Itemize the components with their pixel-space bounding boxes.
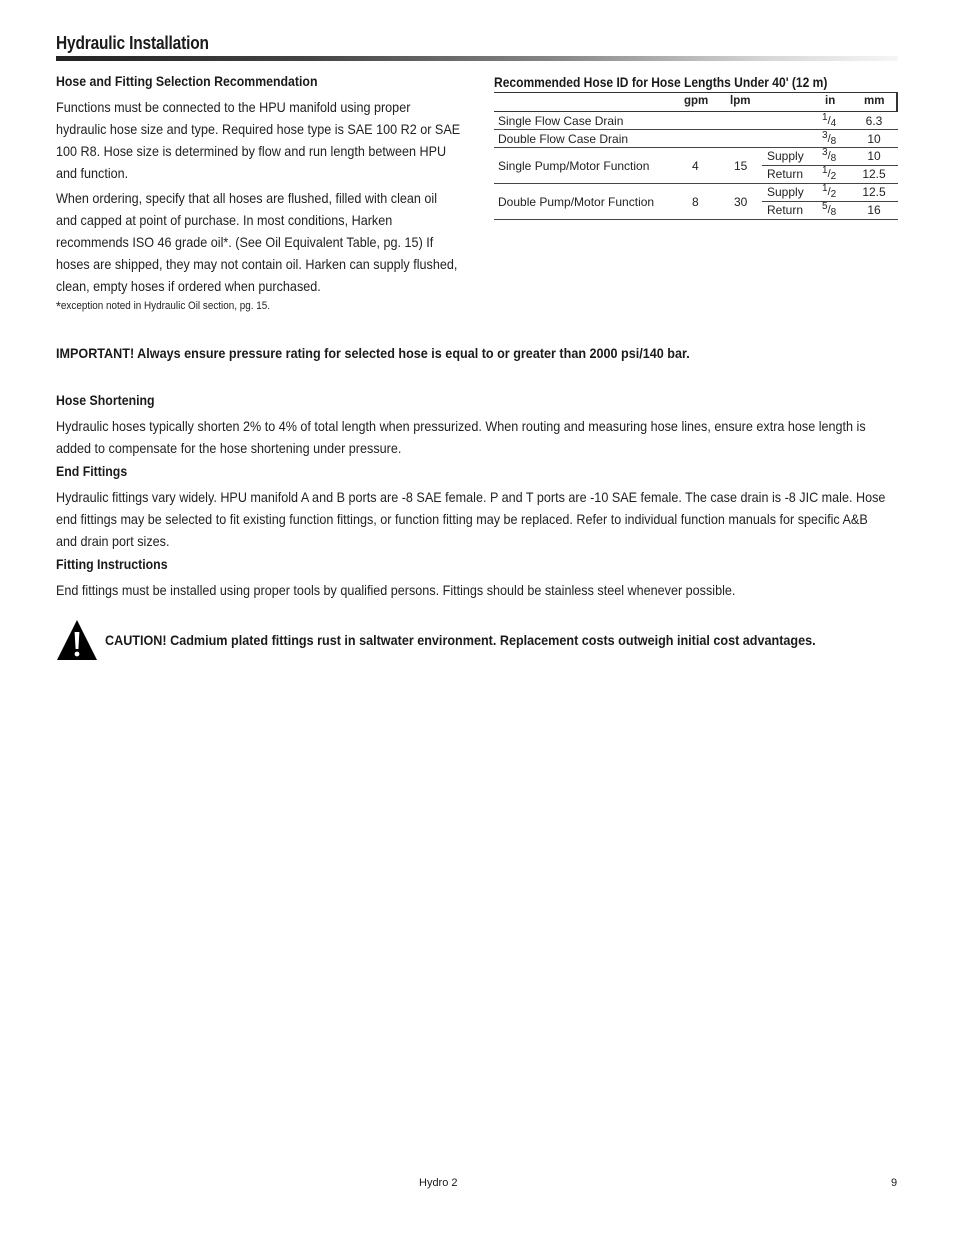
hose-table-header [494, 92, 898, 112]
table-row-group [494, 148, 898, 184]
header-mm: mm [864, 95, 885, 107]
end-fittings-heading: End Fittings [56, 463, 128, 479]
fitting-instructions-text: End fittings must be installed using proper tools by qualified persons. Fittings should be stainless steel whenever possible. [56, 582, 736, 598]
row-line-type: Supply [767, 149, 804, 163]
row-lpm: 15 [734, 159, 748, 173]
hose-id-fraction: $^1/_2$ [822, 183, 837, 200]
end-fittings-text: Hydraulic fittings vary widely. HPU manifold A and B ports are -8 SAE female. P and T ports are -10 SAE female. The case drain is -8 JIC male. Hose end fittings may be selected to fit existing function fittings, or function fitting may be replaced. Refer to individual function manuals for specific A&B and drain port sizes. [56, 489, 886, 549]
row-line-type: Return [767, 203, 804, 217]
row-label: Double Pump/Motor Function [498, 195, 655, 209]
row-gpm: 8 [692, 195, 699, 209]
row-label: Single Flow Case Drain [498, 114, 624, 128]
footer-page-number: 9 [891, 1177, 898, 1189]
row-mm: 16 [867, 203, 881, 217]
hose-id-fraction: $^3/_8$ [822, 147, 837, 164]
hose-selection-para-2: When ordering, specify that all hoses are flushed, filled with clean oil and capped at point of purchase. In most conditions, Harken recommends ISO 46 grade oil*. (See Oil Equivalent Table, pg. 15) If hoses are shipped, they may not contain oil. Harken can supply flushed, clean, empty hoses if ordered when purchased. [56, 190, 458, 294]
footnote-mark: * [56, 298, 61, 314]
page-title: Hydraulic Installation [56, 33, 209, 53]
important-notice: IMPORTANT! Always ensure pressure rating for selected hose is equal to or greater than 2000 psi/140 bar. [56, 345, 690, 361]
row-mm: 12.5 [862, 167, 886, 181]
caution-notice: CAUTION! Cadmium plated fittings rust in saltwater environment. Replacement costs outweigh initial cost advantages. [105, 632, 816, 648]
footnote-text: exception noted in Hydraulic Oil section, pg. 15. [60, 300, 271, 312]
table-row [494, 130, 898, 148]
hose-selection-heading: Hose and Fitting Selection Recommendation [56, 73, 318, 89]
hose-shortening-text: Hydraulic hoses typically shorten 2% to 4% of total length when pressurized. When routing and measuring hose lines, ensure extra hose length is added to compensate for the hose shortening under pressure. [56, 418, 866, 456]
hose-selection-para-1: Functions must be connected to the HPU manifold using proper hydraulic hose size and type. Required hose type is SAE 100 R2 or SAE 100 R8. Hose size is determined by flow and run length between HPU and function. [56, 99, 461, 181]
row-label: Single Pump/Motor Function [498, 159, 650, 173]
hose-table-title: Recommended Hose ID for Hose Lengths Under 40' (12 m) [494, 74, 828, 90]
warning-triangle-icon [56, 619, 98, 661]
table-row-group [494, 184, 898, 220]
hose-shortening-heading: Hose Shortening [56, 392, 155, 408]
table-row [494, 112, 898, 130]
row-mm: 12.5 [862, 185, 886, 199]
hose-id-fraction: $^3/_8$ [822, 130, 837, 147]
hose-id-fraction: $^1/_2$ [822, 165, 837, 182]
title-divider [56, 56, 898, 61]
footer-product: Hydro 2 [419, 1177, 458, 1189]
hose-table-body [494, 112, 898, 220]
row-line-type: Supply [767, 185, 804, 199]
row-lpm: 30 [734, 195, 748, 209]
row-gpm: 4 [692, 159, 699, 173]
header-gpm: gpm [684, 95, 709, 107]
row-mm: 6.3 [865, 114, 883, 128]
hose-id-fraction: $^5/_8$ [822, 201, 837, 218]
fitting-instructions-heading: Fitting Instructions [56, 556, 168, 572]
row-label: Double Flow Case Drain [498, 132, 629, 146]
header-in: in [825, 95, 836, 107]
footnote [56, 298, 270, 314]
hose-id-fraction: $^1/_4$ [822, 112, 837, 129]
header-lpm: lpm [730, 95, 751, 107]
row-mm: 10 [867, 132, 881, 146]
hose-table [494, 92, 898, 220]
row-mm: 10 [867, 149, 881, 163]
row-line-type: Return [767, 167, 804, 181]
